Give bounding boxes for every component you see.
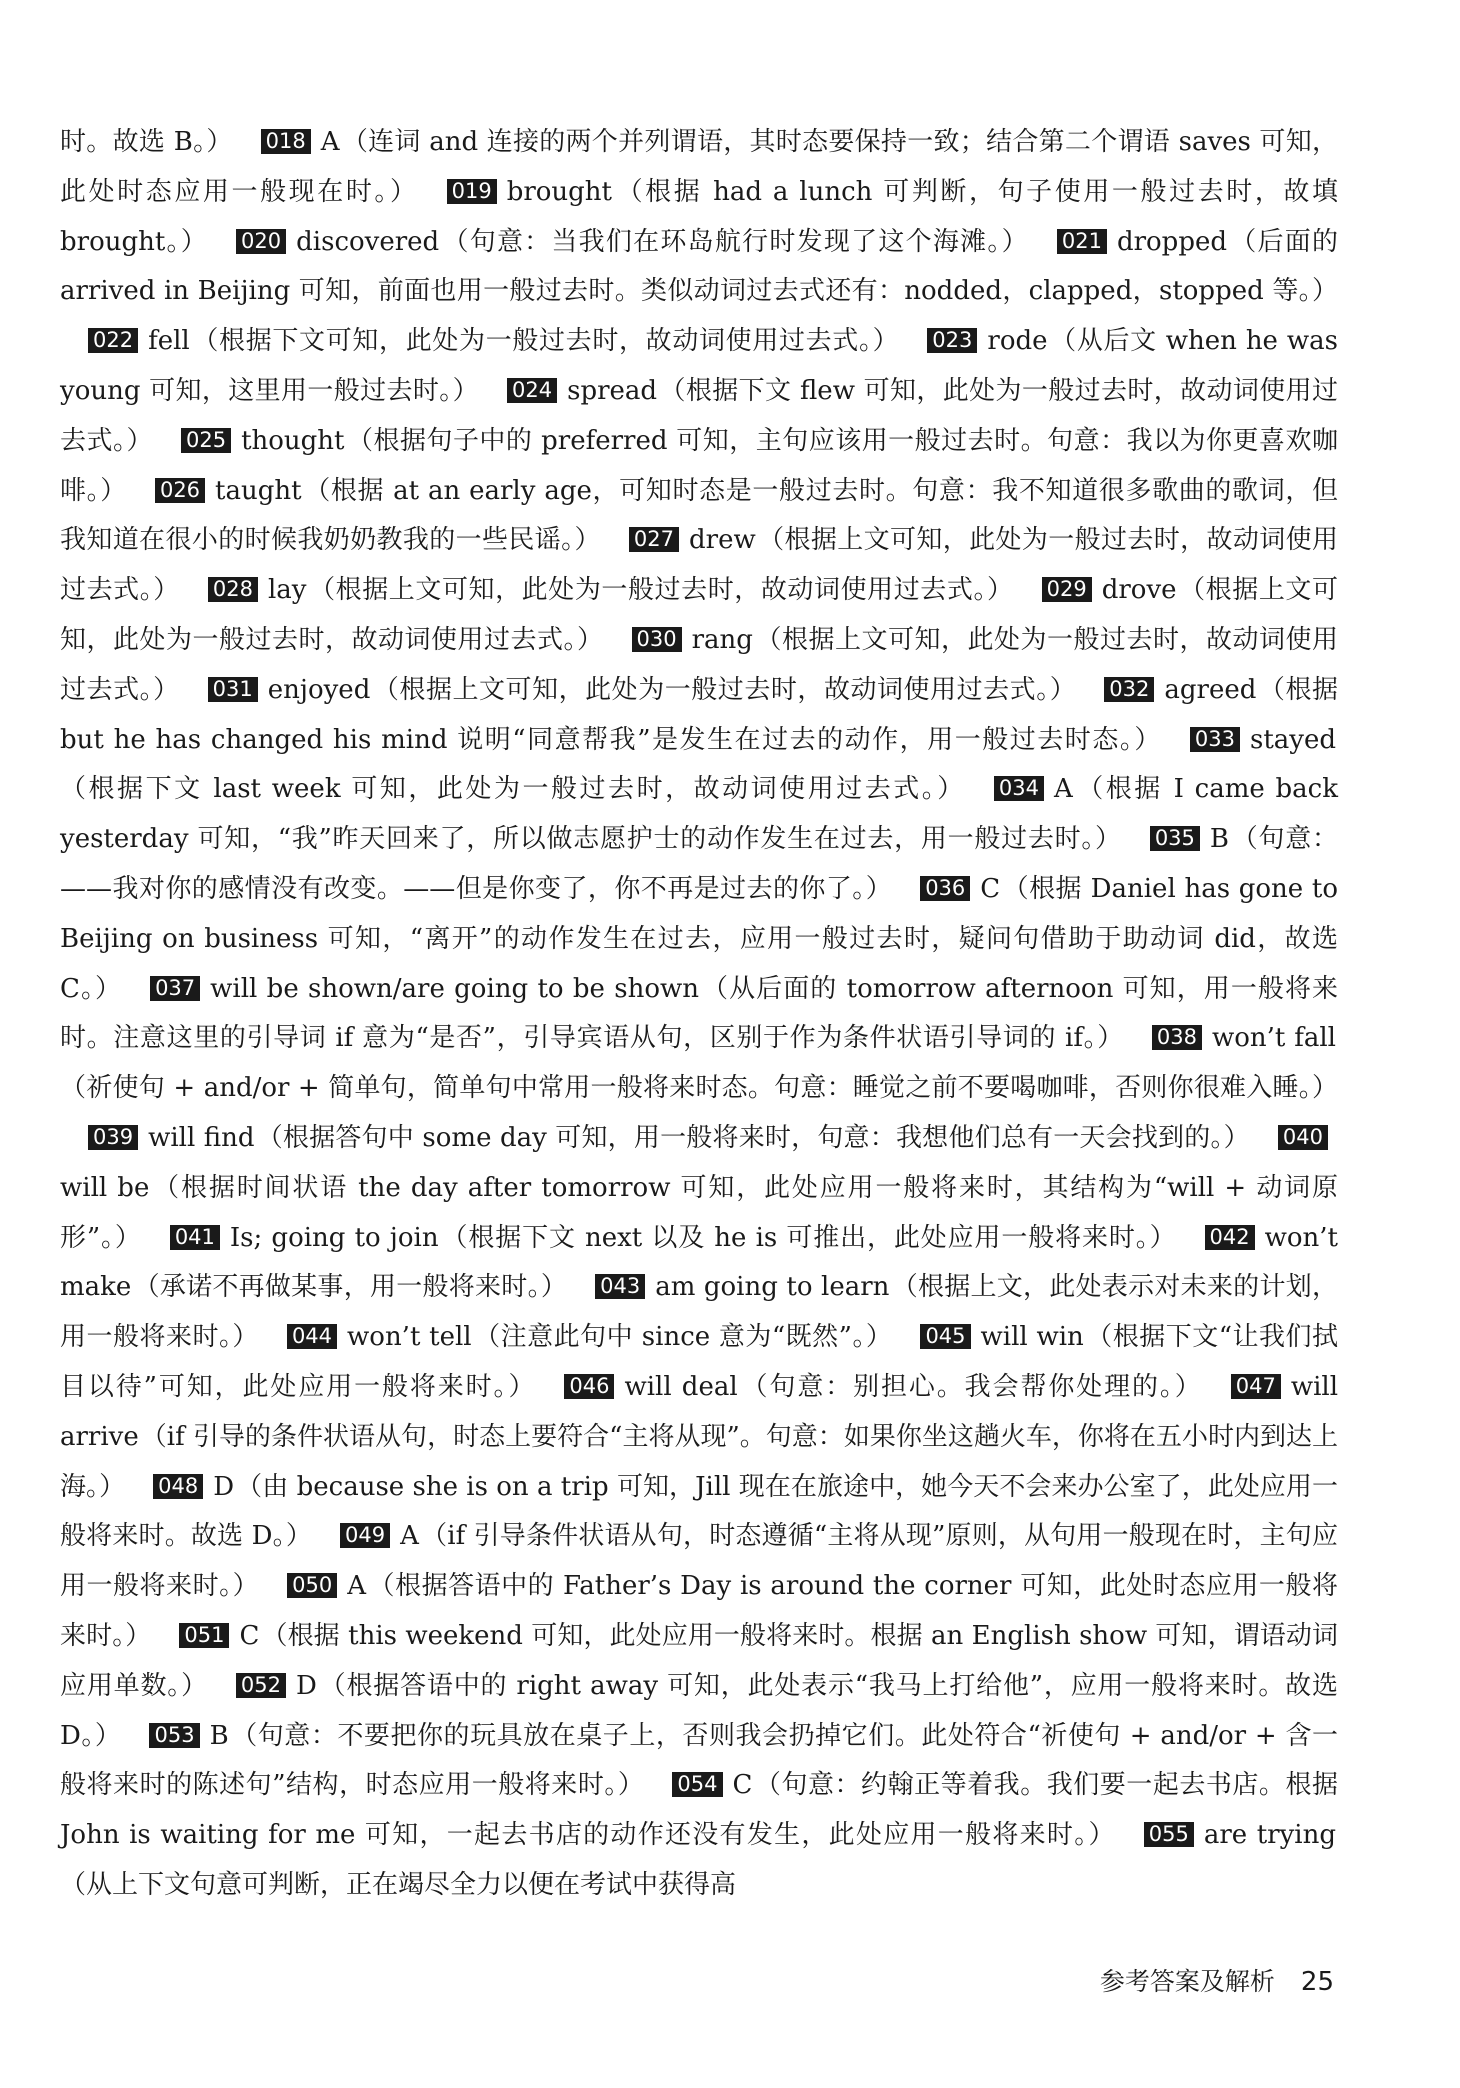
answer-text: stayed <box>1249 724 1336 755</box>
answer-text: spread <box>567 375 658 406</box>
question-number-badge: 036 <box>920 876 970 901</box>
explanation-text: （根据下文可知，此处为一般过去时，故动词使用过去式。） <box>191 326 900 357</box>
answer-text: lay <box>267 575 307 606</box>
explanation-text: （祈使句 + and/or + 简单句，简单句中常用一般将来时态。句意：睡觉之前不要喝咖啡，否则你很难入睡。） <box>60 1073 1338 1104</box>
answer-entry <box>60 1123 1250 1153</box>
question-number-badge: 044 <box>287 1324 337 1349</box>
answer-text: will be shown/are going to be shown <box>210 973 699 1004</box>
explanation-text: （根据上文可知，此处为一般过去时，故动词使用过去式。） <box>60 575 1338 655</box>
answer-text: will be <box>60 1172 150 1203</box>
question-number-badge: 043 <box>595 1274 645 1299</box>
question-number-badge: 027 <box>629 527 679 552</box>
explanation-text: （根据句子中的 preferred 可知，主句应该用一般过去时。句意：我以为你更喜欢咖啡。） <box>60 425 1338 506</box>
explanation-text: （根据 Daniel has gone to Beijing on business 可知，“离开”的动作发生在过去，应用一般过去时，疑问句借助于助动词 did，故选 C。） <box>60 873 1338 1004</box>
question-number-badge: 053 <box>149 1723 199 1748</box>
question-number-badge: 052 <box>236 1673 286 1698</box>
explanation-text: （句意：当我们在环岛航行时发现了这个海滩。） <box>441 226 1029 257</box>
answer-text: thought <box>241 425 345 456</box>
answer-text: will arrive <box>60 1371 1339 1452</box>
explanation-text: （根据上文可知，此处为一般过去时，故动词使用过去式。） <box>308 575 1014 606</box>
footer-label: 参考答案及解析 <box>1099 1967 1275 1996</box>
explanation-text: （根据上文，此处表示对未来的计划，用一般将来时。） <box>60 1272 1338 1353</box>
answer-text: A <box>320 127 340 157</box>
answer-text: D <box>295 1670 317 1701</box>
explanation-text: （句意：约翰正等着我。我们要一起去书店。根据 John is waiting for me 可知，一起去书店的动作还没有发生，此处应用一般将来时。） <box>60 1770 1338 1851</box>
lead-in-text: 时。故选 B。） <box>60 127 233 157</box>
question-number-badge: 045 <box>920 1324 970 1349</box>
page-footer <box>1100 1962 1334 1998</box>
answer-entry <box>208 227 1029 257</box>
question-number-badge: 023 <box>927 328 977 353</box>
explanation-text: （根据 had a lunch 可判断，句子使用一般过去时，故填 brought。） <box>60 176 1338 257</box>
question-number-badge: 049 <box>340 1523 390 1548</box>
answer-text-block <box>60 118 1338 1911</box>
question-number-badge: 038 <box>1152 1025 1202 1050</box>
answer-text: agreed <box>1164 674 1257 705</box>
answer-text: won’t fall <box>1211 1023 1336 1054</box>
explanation-text: （注意此句中 since 意为“既然”。） <box>473 1322 893 1353</box>
answer-text: A <box>1053 774 1073 805</box>
answer-text: drew <box>689 525 756 556</box>
explanation-text: （从后文 when he was young 可知，这里用一般过去时。） <box>60 326 1338 406</box>
explanation-text: （根据 this weekend 可知，此处应用一般将来时。根据 an English show 可知，谓语动词应用单数。） <box>60 1620 1338 1701</box>
question-number-badge: 048 <box>153 1474 203 1499</box>
question-number-badge: 035 <box>1150 826 1200 851</box>
answer-text: dropped <box>1116 226 1227 257</box>
explanation-text: （根据上文可知，此处为一般过去时，故动词使用过去式。） <box>60 624 1338 705</box>
explanation-text: （连词 and 连接的两个并列谓语，其时态要保持一致；结合第二个谓语 saves 可知，此处时态应用一般现在时。） <box>60 127 1338 207</box>
explanation-text: （由 because she is on a trip 可知，Jill 现在在旅途中，她今天不会来办公室了，此处应用一般将来时。故选 D。） <box>60 1471 1338 1552</box>
question-number-badge: 039 <box>88 1125 138 1150</box>
question-number-badge: 022 <box>88 328 138 353</box>
question-number-badge: 028 <box>208 577 258 602</box>
question-number-badge: 047 <box>1231 1374 1281 1399</box>
question-number-badge: 032 <box>1104 677 1154 702</box>
answer-text: D <box>213 1471 235 1502</box>
answer-text: discovered <box>296 226 440 257</box>
answer-text: Is; going to join <box>229 1222 439 1253</box>
explanation-text: （从后面的 tomorrow afternoon 可知，用一般将来时。注意这里的引导词 if 意为“是否”，引导宾语从句，区别于作为条件状语引导词的 if。） <box>60 973 1339 1054</box>
question-number-badge: 025 <box>181 428 231 453</box>
explanation-text: （根据下文 flew 可知，此处为一般过去时，故动词使用过去式。） <box>60 375 1338 456</box>
answer-text: taught <box>215 475 302 506</box>
question-number-badge: 029 <box>1042 577 1092 602</box>
question-number-badge: 050 <box>287 1573 337 1598</box>
answer-text: will deal <box>624 1371 738 1402</box>
explanation-text: （根据下文“让我们拭目以待”可知，此处应用一般将来时。） <box>60 1322 1339 1402</box>
question-number-badge: 040 <box>1278 1125 1328 1150</box>
explanation-text: （从上下文句意可判断，正在竭尽全力以便在考试中获得高 <box>60 1869 737 1900</box>
question-number-badge: 041 <box>170 1225 220 1250</box>
answer-text: drove <box>1101 575 1177 606</box>
explanation-text: （根据答句中 some day 可知，用一般将来时，句意：我想他们总有一天会找到的。） <box>256 1122 1250 1153</box>
answer-text: will win <box>980 1322 1084 1353</box>
question-number-badge: 019 <box>447 179 497 204</box>
question-number-badge: 055 <box>1144 1822 1194 1847</box>
explanation-text: （根据 at an early age，可知时态是一般过去时。句意：我不知道很多歌曲的歌词，但我知道在很小的时候我奶奶教我的一些民谣。） <box>60 475 1338 556</box>
answer-text: am going to learn <box>655 1272 890 1303</box>
answer-text: fell <box>148 326 190 357</box>
explanation-text: （句意：别担心。我会帮你处理的。） <box>739 1371 1203 1402</box>
answer-entry <box>180 675 1077 705</box>
question-number-badge: 020 <box>236 229 286 254</box>
answer-entry <box>142 1223 1177 1253</box>
explanation-text: （句意：不要把你的玩具放在桌子上，否则我会扔掉它们。此处符合“祈使句 + and/or + 含一般将来时的陈述句”结构，时态应用一般将来时。） <box>60 1720 1338 1801</box>
explanation-text: （根据上文可知，此处为一般过去时，故动词使用过去式。） <box>60 525 1338 606</box>
answer-text: C <box>239 1620 260 1651</box>
answer-text: are trying <box>1203 1820 1336 1851</box>
question-number-badge: 034 <box>994 776 1044 801</box>
explanation-text: （根据答语中的 Father’s Day is around the corner 可知，此处时态应用一般将来时。） <box>60 1571 1338 1651</box>
answer-entry <box>259 1322 893 1352</box>
question-number-badge: 021 <box>1057 229 1107 254</box>
explanation-text: （承诺不再做某事，用一般将来时。） <box>133 1272 568 1303</box>
explanation-text: （根据时间状语 the day after tomorrow 可知，此处应用一般将来时，其结构为“will + 动词原形”。） <box>60 1172 1339 1253</box>
answer-text: C <box>732 1770 753 1801</box>
answer-text: A <box>347 1571 367 1602</box>
answer-text: A <box>400 1521 419 1552</box>
explanation-text: （if 引导的条件状语从句，时态上要符合“主将从现”。句意：如果你坐这趟火车，你将在五小时内到达上海。） <box>60 1421 1338 1502</box>
answer-text: B <box>209 1720 229 1751</box>
answer-text: C <box>980 873 1001 904</box>
answer-text: rang <box>691 624 753 655</box>
answer-text: won’t make <box>60 1222 1339 1303</box>
explanation-text: （if 引导条件状语从句，时态遵循“主将从现”原则，从句用一般现在时，主句应用一般将来时。） <box>60 1521 1338 1602</box>
question-number-badge: 031 <box>208 677 258 702</box>
explanation-text: （根据 I came back yesterday 可知，“我”昨天回来了，所以做志愿护士的动作发生在过去，用一般过去时。） <box>60 774 1338 855</box>
answer-text: won’t tell <box>347 1322 472 1353</box>
question-number-badge: 054 <box>672 1772 722 1797</box>
explanation-text: （句意：——我对你的感情没有改变。——但是你变了，你不再是过去的你了。） <box>60 824 1338 904</box>
answer-text: will find <box>148 1122 255 1153</box>
question-number-badge: 024 <box>507 378 557 403</box>
answer-text: enjoyed <box>267 674 371 705</box>
explanation-text: （根据答语中的 right away 可知，此处表示“我马上打给他”，应用一般将来时。故选 D。） <box>60 1670 1338 1751</box>
explanation-text: （根据 but he has changed his mind 说明“同意帮我”是发生在过去的动作，用一般过去时态。） <box>60 674 1338 755</box>
question-number-badge: 037 <box>150 976 200 1001</box>
answer-text: B <box>1209 824 1230 855</box>
question-number-badge: 030 <box>632 627 682 652</box>
question-number-badge: 033 <box>1190 727 1240 752</box>
question-number-badge: 042 <box>1205 1225 1255 1250</box>
answer-entry <box>536 1372 1202 1402</box>
answer-entry <box>60 326 899 356</box>
question-number-badge: 051 <box>179 1623 229 1648</box>
explanation-text: （根据下文 next 以及 he is 可推出，此处应用一般将来时。） <box>440 1222 1177 1253</box>
explanation-text: （根据上文可知，此处为一般过去时，故动词使用过去式。） <box>372 674 1077 705</box>
answer-text: brought <box>506 176 612 207</box>
explanation-text: （根据下文 last week 可知，此处为一般过去时，故动词使用过去式。） <box>60 774 966 805</box>
question-number-badge: 046 <box>564 1374 614 1399</box>
explanation-text: （后面的 arrived in Beijing 可知，前面也用一般过去时。类似动词过去式还有：nodded，clapped，stopped 等。） <box>60 226 1338 307</box>
question-number-badge: 026 <box>155 478 205 503</box>
answer-entry <box>180 575 1014 605</box>
page-number: 25 <box>1300 1967 1334 1997</box>
question-number-badge: 018 <box>261 129 311 154</box>
answer-text: rode <box>987 326 1048 357</box>
